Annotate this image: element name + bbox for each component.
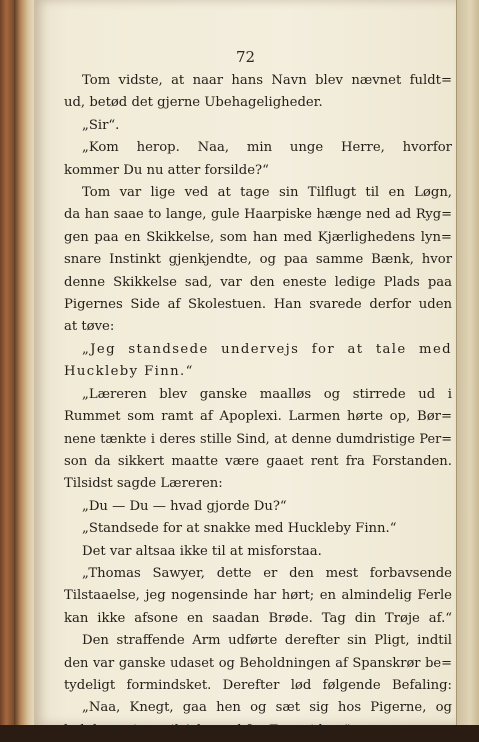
book-binding [0,0,14,725]
text-line: „Kom herop. Naa, min unge Herre, hvorfor [82,140,452,156]
text-line: Tom var lige ved at tage sin Tilflugt til en Løgn, [82,185,452,201]
text-line: at tøve: [64,319,115,335]
text-line: Rummet som ramt af Apoplexi. Larmen hørte op, Bør= [64,409,452,425]
text-line: ud, betød det gjerne Ubehageligheder. [64,95,323,111]
text-line: Det var altsaa ikke til at misforstaa. [82,543,322,559]
text-line: „Thomas Sawyer, dette er den mest forbavsende [82,565,452,581]
body-text [64,70,452,742]
text-line: tydeligt formindsket. Derefter lød følgende Befaling: [64,677,452,693]
text-line: „Sir“. [82,117,120,133]
text-line: Den straffende Arm udførte derefter sin Pligt, indtil [82,633,452,649]
page-number: 72 [235,48,256,66]
text-line: kommer Du nu atter forsilde?“ [64,162,269,178]
text-line: „Standsede for at snakke med Huckleby Finn.“ [82,521,397,537]
text-line: „Du — Du — hvad gjorde Du?“ [82,498,287,514]
text-line: Tilsidst sagde Læreren: [64,476,223,492]
page-spine-edge [14,0,34,725]
text-line: da han saae to lange, gule Haarpiske hænge ned ad Ryg= [64,207,452,223]
text-line: Tom vidste, at naar hans Navn blev nævnet fuldt= [82,73,452,88]
text-line: Tilstaaelse, jeg nogensinde har hørt; en almindelig Ferle [64,588,452,604]
text-line: „Læreren blev ganske maalløs og stirrede ud i [82,386,452,402]
text-line: gen paa en Skikkelse, som han med Kjærlighedens lyn= [64,229,452,245]
text-line: Huckleby Finn.“ [64,364,194,380]
facing-page-edge [456,0,479,725]
text-line: nene tænkte i deres stille Sind, at denne dumdristige Per= [64,431,452,447]
text-line: Pigernes Side af Skolestuen. Han svarede derfor uden [64,297,452,313]
text-line: son da sikkert maatte være gaaet rent fra Forstanden. [64,453,452,469]
text-line: denne Skikkelse sad, var den eneste ledige Plads paa [64,274,452,290]
text-line: „Jeg standsede undervejs for at tale med [82,341,452,357]
text-line: snare Instinkt gjenkjendte, og paa samme Bænk, hvor [64,252,452,268]
text-line: kan ikke afsone en saadan Brøde. Tag din Trøje af.“ [64,610,452,626]
text-line: den var ganske udaset og Beholdningen af Spanskrør be= [64,655,452,671]
text-line: „Naa, Knegt, gaa hen og sæt sig hos Pigerne, og [82,700,452,716]
text-line: lad dette tjene til Advarsel for Fremtiden.“ [64,722,350,738]
